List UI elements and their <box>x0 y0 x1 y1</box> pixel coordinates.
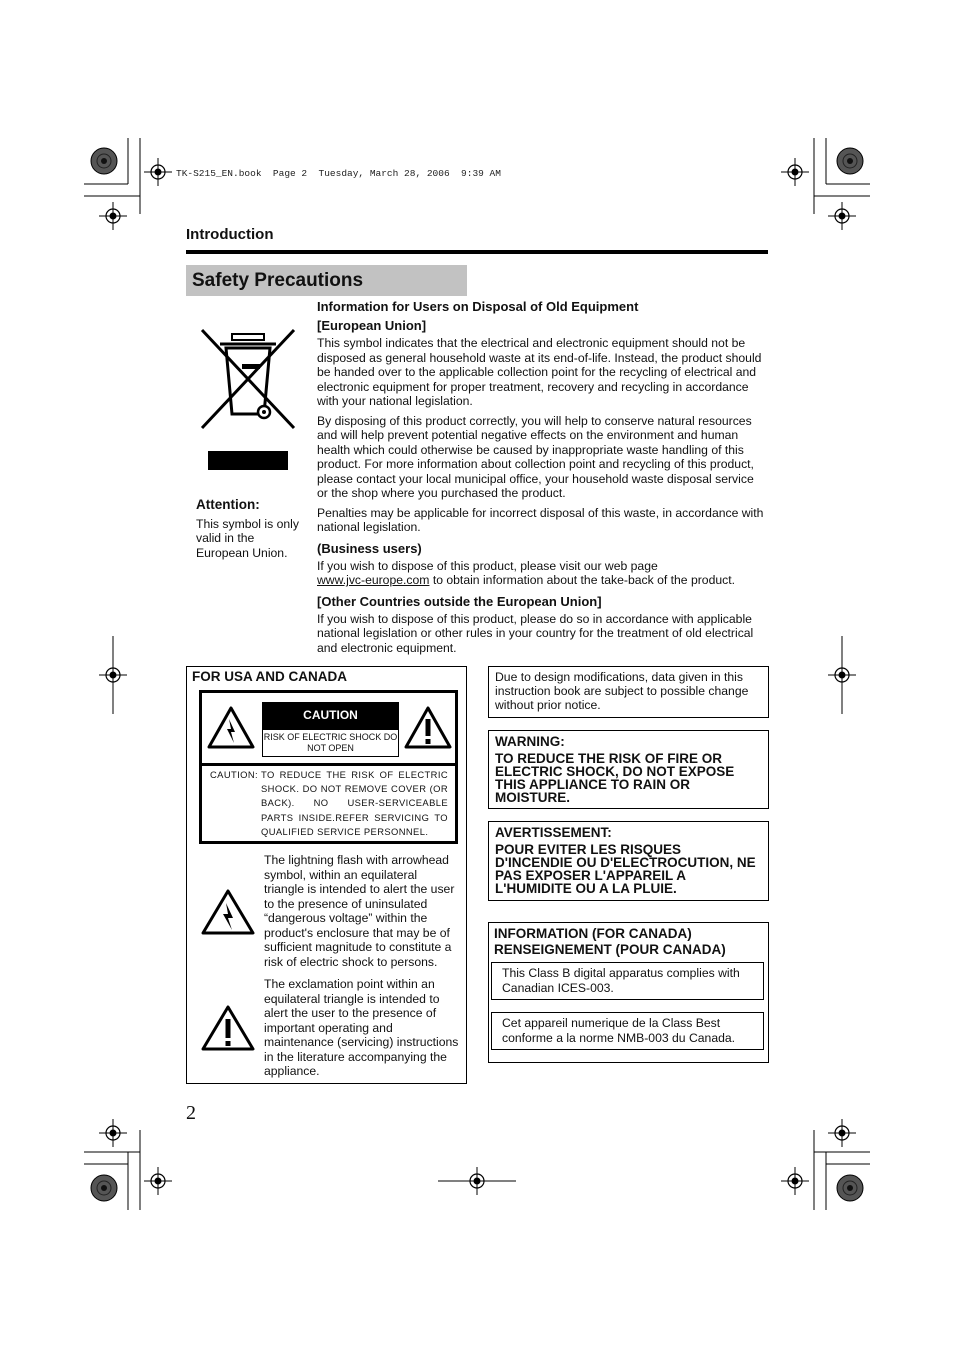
attention-title: Attention: <box>196 497 260 512</box>
usa-canada-title: FOR USA AND CANADA <box>192 669 347 684</box>
page-title: Safety Precautions <box>186 265 467 296</box>
canada-fr-statement: Cet appareil numerique de la Class Best conforme a la norme NMB-003 du Canada. <box>491 1012 764 1050</box>
avertissement-title: AVERTISSEMENT: <box>495 825 612 840</box>
jvc-europe-link[interactable]: www.jvc-europe.com <box>317 573 430 587</box>
disposal-section <box>317 298 767 660</box>
avertissement-box <box>488 821 769 901</box>
lightning-triangle-icon <box>201 888 255 936</box>
book-header: TK-S215_EN.book Page 2 Tuesday, March 28, 2006 9:39 AM <box>176 168 501 179</box>
exclamation-explanation: The exclamation point within an equilateral triangle is intended to alert the user to the presence of important operating and maintenance (servicing) instructions in the literature accompanying the appliance. <box>264 977 459 1078</box>
caution-statement <box>210 768 448 839</box>
design-note-text: Due to design modifications, data given in this instruction book are subject to possible change without prior notice. <box>495 670 749 713</box>
warning-text: TO REDUCE THE RISK OF FIRE OR ELECTRIC SHOCK, DO NOT EXPOSE THIS APPLIANCE TO RAIN OR MOISTURE. <box>495 751 735 805</box>
section-label: Introduction <box>186 226 274 243</box>
header-rule <box>186 250 768 254</box>
eu-heading: [European Union] <box>317 318 427 333</box>
canada-en-statement: This Class B digital apparatus complies with Canadian ICES-003. <box>491 962 764 1000</box>
attention-text: This symbol is only valid in the European Union. <box>196 516 299 560</box>
caution-banner: CAUTION <box>262 702 399 729</box>
other-countries-heading: [Other Countries outside the European Union] <box>317 593 602 609</box>
warning-title: WARNING: <box>495 734 565 749</box>
eu-paragraph-2: By disposing of this product correctly, you will help to conserve natural resources and will help prevent potential negative effects on the environment and human health which could otherwise be caused by inappropriate waste handling of this product. For more information about collection point and recycling of this product, please contact your local municipal office, your household waste disposal service or the shop where you purchased the product. <box>317 413 754 500</box>
other-countries-paragraph: If you wish to dispose of this product, please do so in accordance with applicable national legislation or other rules in your country for the treatment of old electrical and electronic equipment. <box>317 611 754 655</box>
design-note-box <box>488 666 769 718</box>
crossed-bin-icon <box>196 326 300 476</box>
exclamation-triangle-icon <box>201 1004 255 1052</box>
business-heading: (Business users) <box>317 540 422 556</box>
disposal-heading: Information for Users on Disposal of Old Equipment <box>317 299 639 314</box>
lightning-explanation: The lightning flash with arrowhead symbol, within an equilateral triangle is intended to alert the user to the presence of uninsulated “dangerous voltage” within the product's enclosure that may be of sufficient magnitude to constitute a risk of electric shock to persons. <box>264 853 455 969</box>
exclamation-triangle-icon <box>404 705 452 749</box>
lightning-triangle-icon <box>207 705 255 749</box>
page-number: 2 <box>186 1102 196 1124</box>
caution-statement-text: TO REDUCE THE RISK OF ELECTRIC SHOCK. DO NOT REMOVE COVER (OR BACK). NO USER-SERVICEABLE PARTS INSIDE.REFER SERVICING TO QUALIFIED SERVICE PERSONNEL. <box>261 769 448 837</box>
canada-title-en: INFORMATION (FOR CANADA) <box>494 926 692 941</box>
canada-title-fr: RENSEIGNEMENT (POUR CANADA) <box>494 942 726 957</box>
warning-box <box>488 730 769 809</box>
caution-statement-label: CAUTION: <box>210 769 258 780</box>
avertissement-text: POUR EVITER LES RISQUES D'INCENDIE OU D'ELECTROCUTION, NE PAS EXPOSER L'APPAREIL A L'HUMIDITE OU A LA PLUIE. <box>495 842 756 896</box>
eu-paragraph-3: Penalties may be applicable for incorrect disposal of this waste, in accordance with national legislation. <box>317 505 764 534</box>
attention-note <box>196 498 301 560</box>
caution-subtext: RISK OF ELECTRIC SHOCK DO NOT OPEN <box>262 729 399 757</box>
business-paragraph: If you wish to dispose of this product, please visit our web page www.jvc-europe.com to obtain information about the take-back of the product. <box>317 558 735 587</box>
caution-divider <box>202 763 455 766</box>
eu-paragraph-1: This symbol indicates that the electrical and electronic equipment should not be disposed as general household waste at its end-of-life. Instead, the product should be handed over to the applicable collection point for the recycling of electrical and electronic equipment for proper treatment, recovery and recycling in accordance with your national legislation. <box>317 336 762 408</box>
